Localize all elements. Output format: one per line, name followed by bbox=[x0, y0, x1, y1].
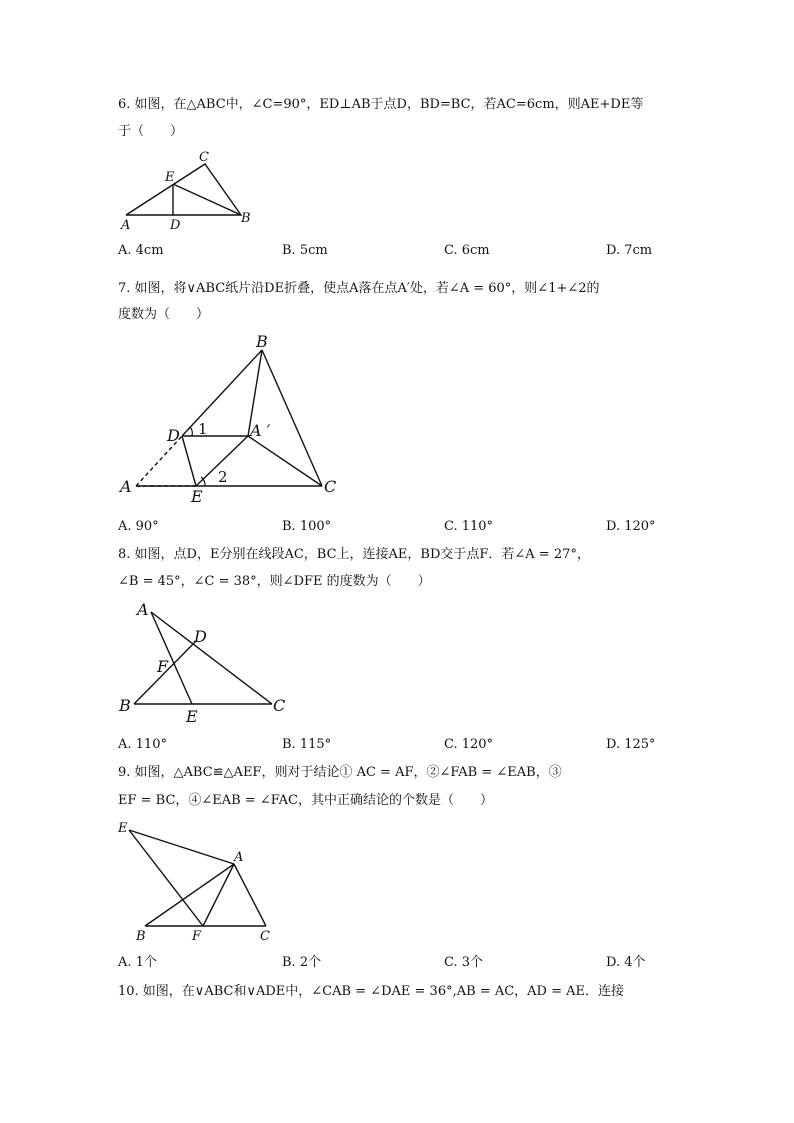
q7-label-2: 2 bbox=[218, 468, 228, 486]
q7-label-1: 1 bbox=[198, 420, 208, 438]
q7-option-a: A. 90° bbox=[118, 519, 159, 534]
q8-label-e: E bbox=[186, 707, 198, 726]
q9-label-c: C bbox=[260, 929, 270, 944]
q7-option-d: D. 120° bbox=[606, 519, 656, 534]
q7-label-a: A bbox=[120, 477, 132, 496]
q9-segment-af bbox=[203, 864, 234, 926]
q9-option-c: C. 3个 bbox=[444, 955, 484, 970]
q7-option-b: B. 100° bbox=[282, 519, 332, 534]
q8-option-d: D. 125° bbox=[606, 737, 656, 752]
q6-option-c: C. 6cm bbox=[444, 243, 490, 258]
q7-label-c: C bbox=[324, 477, 337, 496]
q8-option-b: B. 115° bbox=[282, 737, 332, 752]
q9-option-a: A. 1个 bbox=[118, 955, 157, 970]
q7-stem-line1: 7. 如图，将∨ABC纸片沿DE折叠，使点A落在点A′处，若∠A = 60°，则∠1+∠2的 bbox=[118, 281, 600, 296]
q6-label-b: B bbox=[241, 211, 251, 226]
q9-label-b: B bbox=[136, 929, 146, 944]
q7-label-e: E bbox=[191, 487, 203, 506]
q7-label-b: B bbox=[256, 332, 268, 351]
q6-label-c: C bbox=[199, 150, 209, 165]
q6-option-b: B. 5cm bbox=[282, 243, 328, 258]
q8-label-a: A bbox=[137, 600, 149, 619]
q9-segment-ab bbox=[145, 864, 234, 926]
q6-label-d: D bbox=[170, 218, 181, 233]
q9-stem-line1: 9. 如图，△ABC≌△AEF，则对于结论① AC = AF，②∠FAB = ∠EAB，③ bbox=[118, 765, 562, 780]
q9-segment-ac bbox=[234, 864, 266, 926]
q9-label-e: E bbox=[118, 821, 128, 836]
q6-stem-line2: 于（ ） bbox=[118, 124, 184, 139]
q8-option-c: C. 120° bbox=[444, 737, 494, 752]
q8-label-c: C bbox=[273, 696, 286, 715]
q8-label-b: B bbox=[119, 696, 131, 715]
q8-label-d: D bbox=[194, 627, 207, 646]
q6-label-a: A bbox=[121, 218, 131, 233]
q6-label-e: E bbox=[165, 170, 175, 185]
q8-option-a: A. 110° bbox=[118, 737, 167, 752]
q9-label-a: A bbox=[234, 850, 244, 865]
q9-stem-line2: EF = BC，④∠EAB = ∠FAC，其中正确结论的个数是（ ） bbox=[118, 793, 494, 808]
q9-segment-ea bbox=[129, 830, 234, 864]
q10-stem-line1: 10. 如图，在∨ABC和∨ADE中，∠CAB = ∠DAE = 36°,AB = AC，AD = AE．连接 bbox=[118, 984, 625, 999]
q8-label-f: F bbox=[157, 657, 169, 676]
q7-stem-line2: 度数为（ ） bbox=[118, 307, 210, 322]
q7-label-a-prime: A ′ bbox=[250, 421, 271, 440]
q9-option-d: D. 4个 bbox=[606, 955, 646, 970]
q9-option-b: B. 2个 bbox=[282, 955, 322, 970]
q6-option-d: D. 7cm bbox=[606, 243, 653, 258]
q7-option-c: C. 110° bbox=[444, 519, 494, 534]
q8-stem-line2: ∠B = 45°，∠C = 38°，则∠DFE 的度数为（ ） bbox=[118, 574, 431, 589]
q7-label-d: D bbox=[167, 426, 180, 445]
q6-stem-line1: 6. 如图，在△ABC中，∠C=90°，ED⊥AB于点D，BD=BC，若AC=6cm，则AE+DE等 bbox=[118, 97, 644, 112]
q9-label-f: F bbox=[192, 929, 202, 944]
q6-option-a: A. 4cm bbox=[118, 243, 164, 258]
q8-stem-line1: 8. 如图，点D，E分别在线段AC，BC上，连接AE，BD交于点F．若∠A = 27°， bbox=[118, 547, 590, 562]
